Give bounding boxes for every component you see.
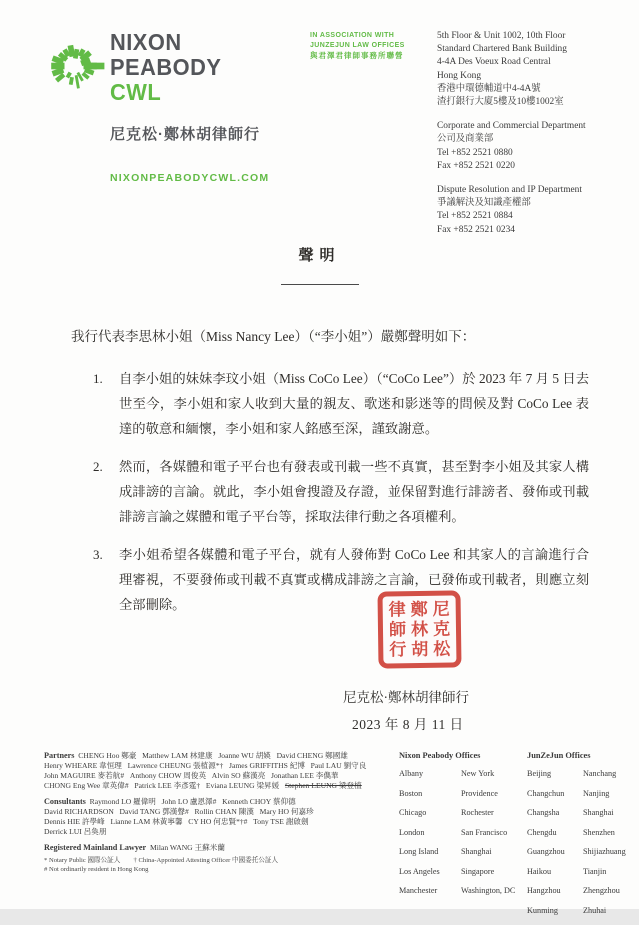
signature-firm-name: 尼克松·鄭林胡律師行 [343, 690, 469, 705]
office-city: Shijiazhuang [583, 847, 626, 856]
office-city: Changsha [527, 808, 560, 817]
seal-char: 尼 [432, 599, 450, 619]
logo-line-peabody: PEABODY [110, 54, 222, 80]
office-city: Beijing [527, 769, 552, 778]
starburst-logo-icon [36, 26, 112, 106]
office-city: Chicago [399, 808, 427, 817]
association-line1: IN ASSOCIATION WITH [310, 32, 395, 39]
logo-line-nixon: NIXON [110, 29, 182, 55]
logo-wordmark [110, 30, 221, 105]
seal-characters [389, 600, 451, 660]
address-line: Hong Kong [437, 70, 482, 81]
office-city: Los Angeles [399, 866, 440, 876]
statement-title: 聲明 [298, 248, 341, 264]
office-row [527, 847, 639, 856]
nixon-peabody-offices [399, 751, 527, 906]
office-city: Boston [399, 788, 423, 798]
footnote-line: * Notary Public 國際公証人 † China-Appointed Attesting Officer 中國委托公証人 [44, 857, 279, 864]
department-fax: Fax +852 2521 0234 [437, 224, 515, 235]
signature-block [343, 684, 469, 738]
consultants-line: David RICHARDSON David TANG 鄧漢聲# Rollin CHAN 陳漢 Mary HO 何嘉珍 [44, 807, 314, 816]
seal-char: 行 [389, 640, 407, 660]
department-name-zh: 爭議解決及知識產權部 [437, 198, 531, 209]
office-city: Manchester [399, 886, 438, 895]
consultants-label: Consultants [44, 797, 86, 806]
office-city: Zhuhai [583, 905, 607, 915]
item-text: 然而，各媒體和電子平台也有發表或刊載一些不真實，甚至對李小姐及其家人構成誹謗的言論。就此，李小姐會搜證及存證，並保留對進行誹謗者、發佈或刊載誹謗言論之媒體和電子平台等，採取法律行動之各項權利。 [119, 459, 589, 524]
office-city: Nanjing [583, 788, 610, 798]
office-city: Shanghai [583, 808, 614, 817]
jzj-offices-title: JunZeJun Offices [527, 751, 591, 760]
seal-char: 師 [388, 620, 407, 640]
consultants-line: Derrick LUI 呂奐朋 [44, 827, 107, 836]
department-tel: Tel +852 2521 0880 [437, 147, 513, 158]
firm-chinese-name: 尼克松·鄭林胡律師行 [110, 126, 260, 143]
consultants-names: Raymond LO 羅偉明 John LO 盧恩澤# Kenneth CHOY 蔡仰德 [85, 797, 296, 806]
seal-char: 鄭 [410, 599, 428, 620]
footer-people [44, 751, 396, 874]
statement-item [93, 366, 589, 441]
office-row [399, 847, 527, 856]
address-line: Standard Chartered Bank Building [437, 44, 567, 55]
office-row [527, 828, 639, 837]
statement-date: 2023 年 8 月 11 日 [352, 717, 464, 732]
struck-partner-name: Stephen LEUNG 梁登植 [284, 781, 362, 790]
seal-char: 胡 [411, 639, 429, 660]
office-city: Albany [399, 769, 424, 778]
junzejun-offices [527, 751, 639, 925]
footnote-line: # Not ordinarily resident in Hong Kong [44, 865, 149, 873]
department-corporate [437, 120, 632, 173]
office-city: New York [461, 769, 495, 778]
seal-char: 律 [388, 600, 406, 620]
office-row [527, 886, 639, 895]
statement-item [93, 454, 589, 529]
registered-mainland-lawyer-line [44, 843, 396, 853]
office-city: Shenzhen [583, 827, 615, 837]
item-text: 李小姐希望各媒體和電子平台，就有人發佈對 CoCo Lee 和其家人的言論進行合理審視，不要發佈或刊載不真實或構成誹謗之言論，已發佈或刊載者，則應立刻全部刪除。 [119, 547, 589, 612]
office-city: Providence [461, 788, 498, 798]
item-number: 3. [93, 547, 103, 562]
seal-char: 克 [432, 619, 451, 639]
association-line2: JUNZEJUN LAW OFFICES [310, 42, 405, 49]
partners-line: Henry WHEARE 韋恒理 Lawrence CHEUNG 張植源*† James GRIFFITHS 紀博 Paul LAU 劉守良 [44, 761, 367, 770]
rml-name: Milan WANG 王蘇米蘭 [146, 843, 225, 852]
address-line: 5th Floor & Unit 1002, 10th Floor [437, 31, 566, 41]
office-row [399, 828, 527, 837]
association-note [310, 31, 405, 61]
contact-block [437, 30, 632, 237]
consultants-line [44, 797, 396, 807]
seal-char: 松 [433, 639, 451, 659]
office-row [527, 867, 639, 876]
office-row [527, 769, 639, 778]
department-fax: Fax +852 2521 0220 [437, 160, 515, 171]
office-city: San Francisco [461, 827, 508, 837]
partners-line [44, 751, 396, 761]
office-city: Nanchang [583, 769, 617, 778]
department-tel: Tel +852 2521 0884 [437, 211, 513, 222]
office-city: Singapore [461, 866, 495, 876]
department-dispute [437, 184, 632, 237]
partners-label: Partners [44, 751, 75, 760]
seal-char: 林 [410, 619, 429, 640]
rml-label: Registered Mainland Lawyer [44, 843, 147, 852]
office-row [527, 789, 639, 798]
statement-item [93, 542, 589, 620]
item-text: 自李小姐的妹妹李玟小姐（Miss CoCo Lee）（“CoCo Lee”）於 2023 年 7 月 5 日去世至今，李小姐和家人收到大量的親友、歌迷和影迷等的問候及對 CoCo Lee 表達的敬意和緬懷，李小姐和家人銘感至深，謹致謝意。 [119, 371, 589, 436]
partners-line [44, 781, 396, 791]
address-line: 渣打銀行大廈5樓及10樓1002室 [437, 97, 564, 108]
logo-line-cwl: CWL [110, 79, 162, 105]
office-city: Changchun [527, 788, 565, 798]
department-name-en: Dispute Resolution and IP Department [437, 185, 582, 196]
department-name-zh: 公司及商業部 [437, 134, 494, 145]
consultants-line: Dennis HIE 許學峰 Lianne LAM 林黃寧馨 CY HO 何忠賢*†# Tony TSE 謝啟劍 [44, 817, 309, 826]
item-number: 2. [93, 459, 103, 474]
office-row [399, 789, 527, 798]
office-city: Zhengzhou [583, 886, 620, 895]
office-city: Hangzhou [527, 886, 561, 895]
office-city: Shanghai [461, 847, 492, 856]
title-underline [281, 284, 359, 285]
office-city: Long Island [399, 847, 439, 856]
office-city: Guangzhou [527, 847, 565, 856]
address-line: 香港中環德輔道中4-4A號 [437, 83, 541, 94]
office-row [527, 906, 639, 915]
firm-red-seal [377, 590, 461, 668]
address-line: 4-4A Des Voeux Road Central [437, 57, 551, 68]
office-city: London [399, 827, 425, 837]
office-row [399, 886, 527, 895]
office-city: Washington, DC [461, 886, 516, 895]
office-city: Kunming [527, 905, 558, 915]
office-city: Tianjin [583, 866, 607, 876]
item-number: 1. [93, 371, 103, 386]
np-offices-title: Nixon Peabody Offices [399, 751, 481, 760]
office-row [527, 808, 639, 817]
statement-intro: 我行代表李思林小姐（Miss Nancy Lee）（“李小姐”）嚴鄭聲明如下： [71, 329, 476, 344]
office-row [399, 808, 527, 817]
statement-list [93, 366, 589, 630]
office-row [399, 867, 527, 876]
partners-names: CHENG Hoo 鄭豪 Matthew LAM 林建康 Joanne WU 胡媖 David CHENG 鄭國雄 [74, 751, 348, 760]
partners-names: CHONG Eng Wee 章英偉# Patrick LEE 李彥霆† Eviana LEUNG 梁昇媛 [44, 781, 285, 790]
firm-website: NIXONPEABODYCWL.COM [110, 172, 270, 184]
department-name-en: Corporate and Commercial Department [437, 121, 586, 132]
office-city: Haikou [527, 866, 552, 876]
association-line3: 與君澤君律師事務所聯營 [310, 51, 404, 60]
office-row [399, 769, 527, 778]
office-city: Chengdu [527, 827, 557, 837]
office-city: Rochester [461, 808, 494, 817]
partners-line: John MAGUIRE 麥若航# Anthony CHOW 周俊英 Alvin SO 蘇漢亮 Jonathan LEE 李儁華 [44, 771, 339, 780]
